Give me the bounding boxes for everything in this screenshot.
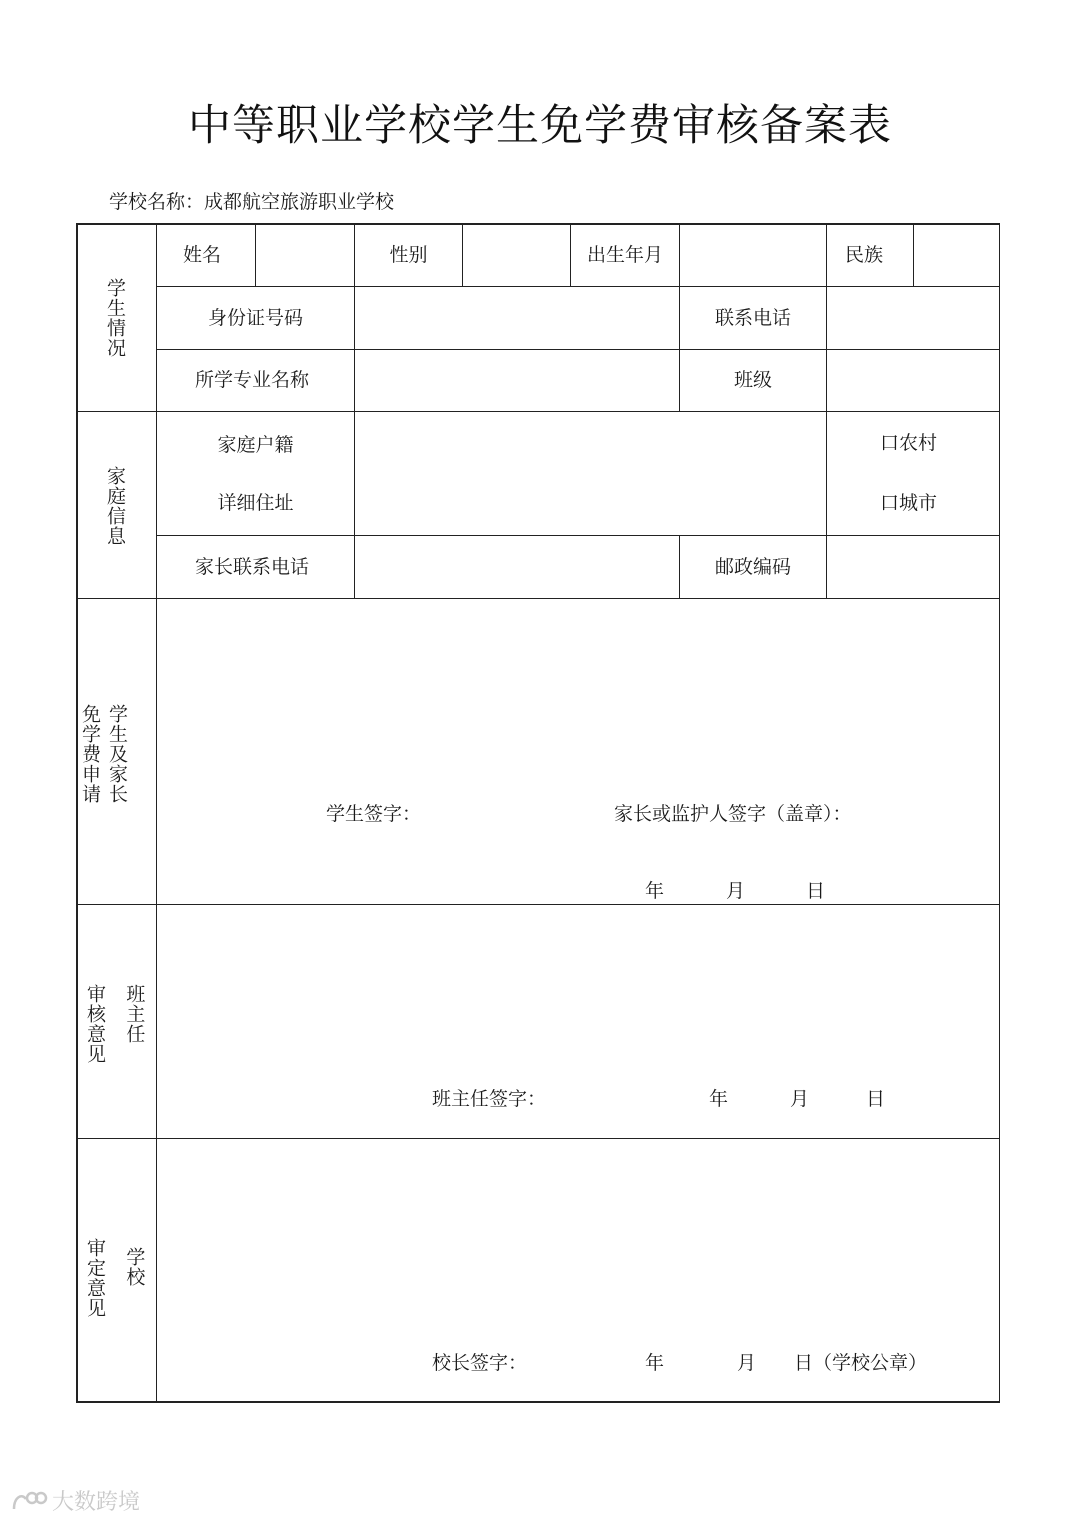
birth-label: 出生年月 [586, 243, 663, 266]
application-month-label: 月 [726, 880, 746, 902]
address-label: 详细住址 [217, 491, 294, 514]
gender-label: 性别 [389, 243, 428, 266]
application-year-label: 年 [645, 880, 665, 902]
class-label: 班级 [733, 369, 772, 391]
id-number-label: 身份证号码 [207, 306, 303, 329]
birth-input[interactable] [680, 224, 826, 286]
teacher-day-label: 日 [866, 1088, 886, 1110]
name-input[interactable] [256, 224, 354, 286]
gender-input[interactable] [463, 224, 570, 286]
table-border-bottom [76, 1401, 1000, 1403]
student-sign-label: 学生签字： [326, 803, 422, 825]
parent-phone-label: 家长联系电话 [194, 555, 309, 578]
principal-day-seal-label: 日（学校公章） [794, 1352, 928, 1374]
postcode-input[interactable] [827, 536, 998, 598]
class-input[interactable] [827, 350, 998, 411]
school-name [109, 187, 394, 214]
major-input[interactable] [355, 350, 679, 411]
school-name-value: 成都航空旅游职业学校 [204, 191, 395, 213]
application-area[interactable] [157, 599, 998, 904]
postcode-label: 邮政编码 [714, 555, 791, 578]
section-application-label-left: 免学费申请 [78, 704, 101, 804]
teacher-year-label: 年 [709, 1088, 729, 1110]
urban-checkbox[interactable]: 口城市 [880, 492, 938, 514]
watermark-logo-icon [10, 1489, 48, 1513]
section-school-label-right: 学校 [123, 1247, 146, 1287]
ethnicity-input[interactable] [914, 224, 998, 286]
teacher-month-label: 月 [790, 1088, 810, 1110]
major-label: 所学专业名称 [194, 369, 309, 391]
principal-year-label: 年 [645, 1352, 665, 1374]
address-input[interactable] [355, 412, 826, 535]
phone-label: 联系电话 [714, 306, 791, 329]
principal-month-label: 月 [737, 1352, 757, 1374]
watermark-text: 大数跨境 [52, 1490, 141, 1515]
name-label: 姓名 [182, 243, 221, 266]
section-application-label-right: 学生及家长 [105, 704, 128, 804]
table-border-left [76, 223, 78, 1402]
id-number-input[interactable] [355, 287, 679, 349]
parent-sign-label: 家长或监护人签字（盖章）： [614, 803, 852, 825]
watermark [10, 1485, 140, 1516]
section-teacher-label-left: 审核意见 [83, 984, 106, 1064]
phone-input[interactable] [827, 287, 998, 349]
school-name-label: 学校名称： [109, 191, 205, 213]
ethnicity-label: 民族 [844, 243, 883, 266]
section-family-label: 家庭信息 [103, 466, 126, 546]
application-day-label: 日 [806, 880, 826, 902]
section-student-label: 学生情况 [103, 278, 126, 358]
principal-sign-label: 校长签字： [432, 1352, 528, 1374]
col-line [826, 411, 827, 535]
form-title: 中等职业学校学生免学费审核备案表 [188, 101, 892, 151]
table-border-right [999, 223, 1001, 1402]
household-label: 家庭户籍 [217, 433, 294, 456]
section-teacher-label-right: 班主任 [123, 984, 146, 1044]
parent-phone-input[interactable] [355, 536, 679, 598]
rural-checkbox[interactable]: 口农村 [880, 432, 938, 454]
teacher-sign-label: 班主任签字： [432, 1088, 547, 1110]
section-school-label-left: 审定意见 [83, 1238, 106, 1318]
